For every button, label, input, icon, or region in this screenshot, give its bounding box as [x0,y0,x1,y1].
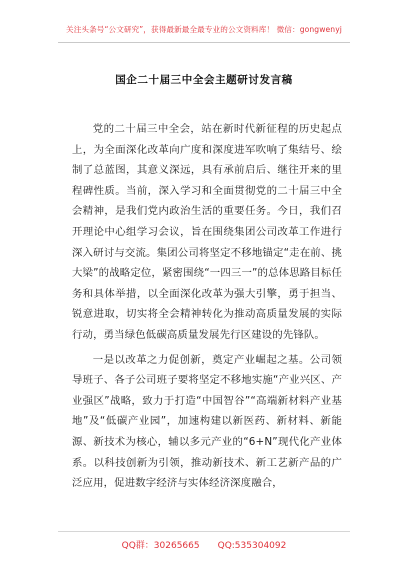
document-body [72,119,342,494]
header-promo-note: 关注头条号“公文研究”，获得最新最全最专业的公文资料库！ 微信：gongwenyj [66,25,342,34]
footer-qq-group: QQ群：30265665 [121,541,200,551]
footer-qq: QQ:535304092 [217,541,287,551]
paragraph-2: 一是以改革之力促创新，奠定产业崛起之基。公司领导班子、各子公司班子要将坚定不移地实施“产业兴区、产业强区”战略，致力于打造“中国智谷”“高端新材料产业基地”及“低碳产业园”，加速构建以新医药、新材料、新能源、新技术为核心，辅以多元产业的“6+N”现代化产业体系。以科技创新为引领，推动新技术、新工艺新产品的广泛应用，促进数字经济与实体经济深度融合， [72,353,342,490]
footer-contact [0,538,408,551]
paragraph-1: 党的二十届三中全会，站在新时代新征程的历史起点上，为全面深化改革向广度和深度进军吹响了集结号、绘制了总蓝图，其意义深远，具有承前启后、继往开来的里程碑性质。当前，深入学习和全面贯彻党的二十届三中全会精神，是我们党内政治生活的重要任务。今日，我们召开理论中心组学习会议，旨在围绕集团公司改革工作进行深入研讨与交流。集团公司将坚定不移地锚定“走在前、挑大梁”的战略定位，紧密围绕“一四三一”的总体思路目标任务和具体举措，以全面深化改革为强大引擎，勇于担当、锐意进取，切实将全会精神转化为推动高质量发展的实际行动，勇当绿色低碳高质量发展先行区建设的先锋队。 [72,123,342,341]
footer-divider [58,531,350,532]
header-divider [58,42,350,43]
page-title: 国企二十届三中全会主题研讨发言稿 [115,74,293,86]
